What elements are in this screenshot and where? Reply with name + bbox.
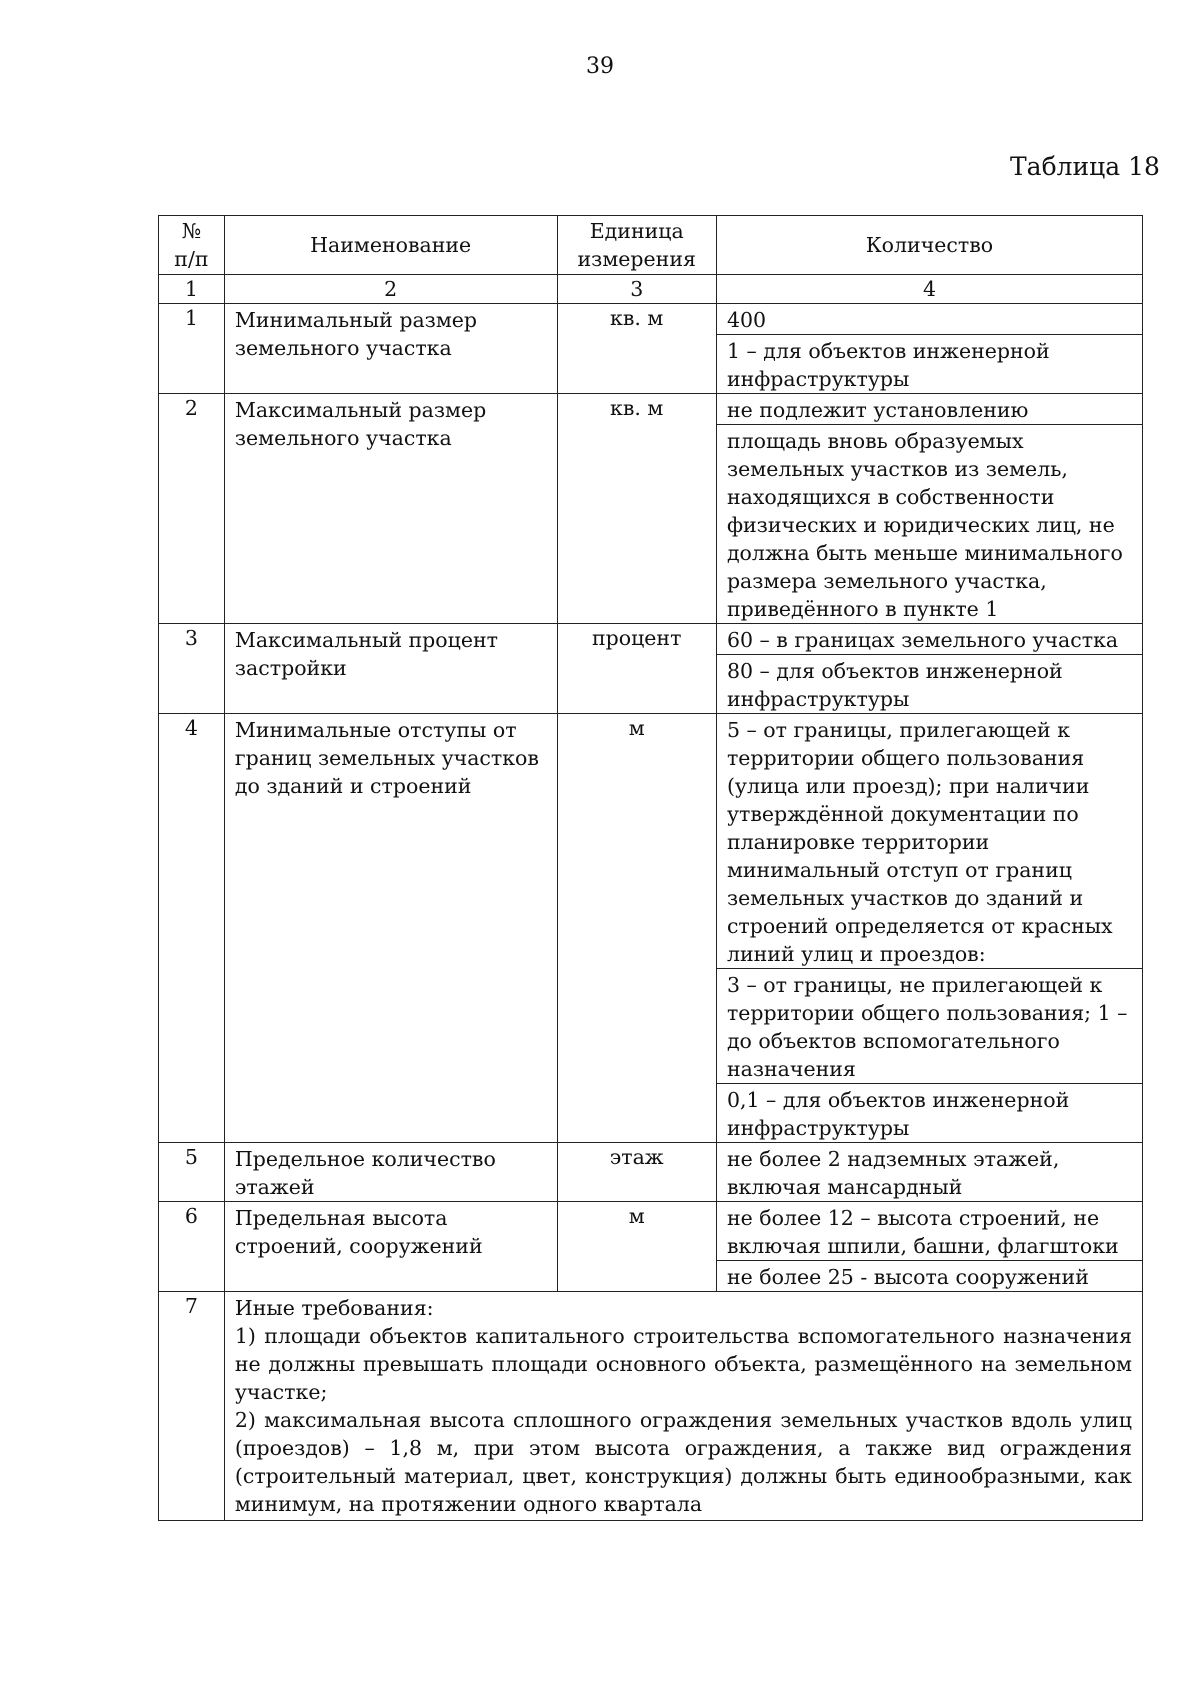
row-name-cell	[224, 394, 557, 624]
value-line: 5 – от границы, прилегающей к территории общего пользования (улица или проезд); при наличии утверждённой документации по планировке территории минимальный отступ от границ земельных участков до зданий и строений определяется от красных линий улиц и проездов:	[717, 714, 1142, 969]
value-line: 0,1 – для объектов инженерной инфраструктуры	[726, 1088, 1070, 1140]
header-no: № п/п	[159, 216, 225, 275]
table-header-row	[159, 216, 1143, 275]
other-requirements-cell	[224, 1292, 1142, 1521]
row-values	[716, 1143, 1142, 1202]
table-row	[159, 714, 1143, 1143]
row-values	[716, 624, 1142, 714]
row-name-cell	[224, 1143, 557, 1202]
column-number: 2	[224, 275, 557, 304]
header-qty: Количество	[716, 216, 1142, 275]
row-unit: кв. м	[557, 394, 716, 624]
page-number: 39	[586, 54, 614, 79]
row-name: Максимальный процент застройки	[234, 628, 498, 680]
row-unit: м	[557, 714, 716, 1143]
row-values	[716, 304, 1142, 394]
value-line: не более 25 - высота сооружений	[726, 1265, 1089, 1289]
column-number: 4	[716, 275, 1142, 304]
row-values	[716, 1202, 1142, 1292]
row-unit: процент	[557, 624, 716, 714]
header-name: Наименование	[224, 216, 557, 275]
row-name-cell	[224, 304, 557, 394]
row-unit: м	[557, 1202, 716, 1292]
value-line: не более 2 надземных этажей, включая мансардный	[726, 1147, 1060, 1199]
requirement-item-2: 2) максимальная высота сплошного ограждения земельных участков вдоль улиц (проездов) – 1,8 м, при этом высота ограждения, а также вид ограждения (строительный материал, цвет, конструкция) должны быть единообразными, как минимум, на протяжении одного квартала	[234, 1408, 1132, 1516]
table-row	[159, 1143, 1143, 1202]
row-name: Минимальный размер земельного участка	[234, 308, 478, 360]
column-number: 1	[159, 275, 225, 304]
row-values	[716, 714, 1142, 1143]
row-name-cell	[224, 714, 557, 1143]
row-number: 6	[159, 1202, 225, 1292]
value-line: 60 – в границах земельного участка	[717, 624, 1142, 655]
value-line: 3 – от границы, не прилегающей к территории общего пользования; 1 – до объектов вспомогательного назначения	[717, 969, 1142, 1084]
row-name-cell	[224, 1202, 557, 1292]
value-line: площадь вновь образуемых земельных участков из земель, находящихся в собственности физических и юридических лиц, не должна быть меньше минимального размера земельного участка, приведённого в пункте 1	[726, 429, 1123, 621]
header-unit: Единица измерения	[557, 216, 716, 275]
value-line: не подлежит установлению	[717, 394, 1142, 425]
requirements-table	[158, 215, 1143, 1521]
row-number: 2	[159, 394, 225, 624]
table-row	[159, 1292, 1143, 1521]
row-number: 1	[159, 304, 225, 394]
table-row	[159, 304, 1143, 394]
table-row	[159, 394, 1143, 624]
table-caption: Таблица 18	[1010, 152, 1160, 181]
value-line: 1 – для объектов инженерной инфраструктуры	[726, 339, 1050, 391]
row-name: Минимальные отступы от границ земельных участков до зданий и строений	[234, 718, 539, 798]
column-number-row	[159, 275, 1143, 304]
value-line: 400	[717, 304, 1142, 335]
requirement-item-1: 1) площади объектов капитального строительства вспомогательного назначения не должны превышать площади основного объекта, размещённого на земельном участке;	[234, 1324, 1132, 1404]
table-row	[159, 624, 1143, 714]
row-name: Предельное количество этажей	[234, 1147, 496, 1199]
row-name: Предельная высота строений, сооружений	[234, 1206, 483, 1258]
value-line: не более 12 – высота строений, не включая шпили, башни, флагштоки	[717, 1202, 1142, 1261]
column-number: 3	[557, 275, 716, 304]
table-row	[159, 1202, 1143, 1292]
row-number: 5	[159, 1143, 225, 1202]
row-values	[716, 394, 1142, 624]
row-number: 7	[159, 1292, 225, 1521]
row-name: Максимальный размер земельного участка	[234, 398, 487, 450]
row-number: 3	[159, 624, 225, 714]
other-requirements-title: Иные требования:	[234, 1296, 434, 1320]
value-line: 80 – для объектов инженерной инфраструктуры	[726, 659, 1063, 711]
row-unit: этаж	[557, 1143, 716, 1202]
row-name-cell	[224, 624, 557, 714]
row-unit: кв. м	[557, 304, 716, 394]
row-number: 4	[159, 714, 225, 1143]
